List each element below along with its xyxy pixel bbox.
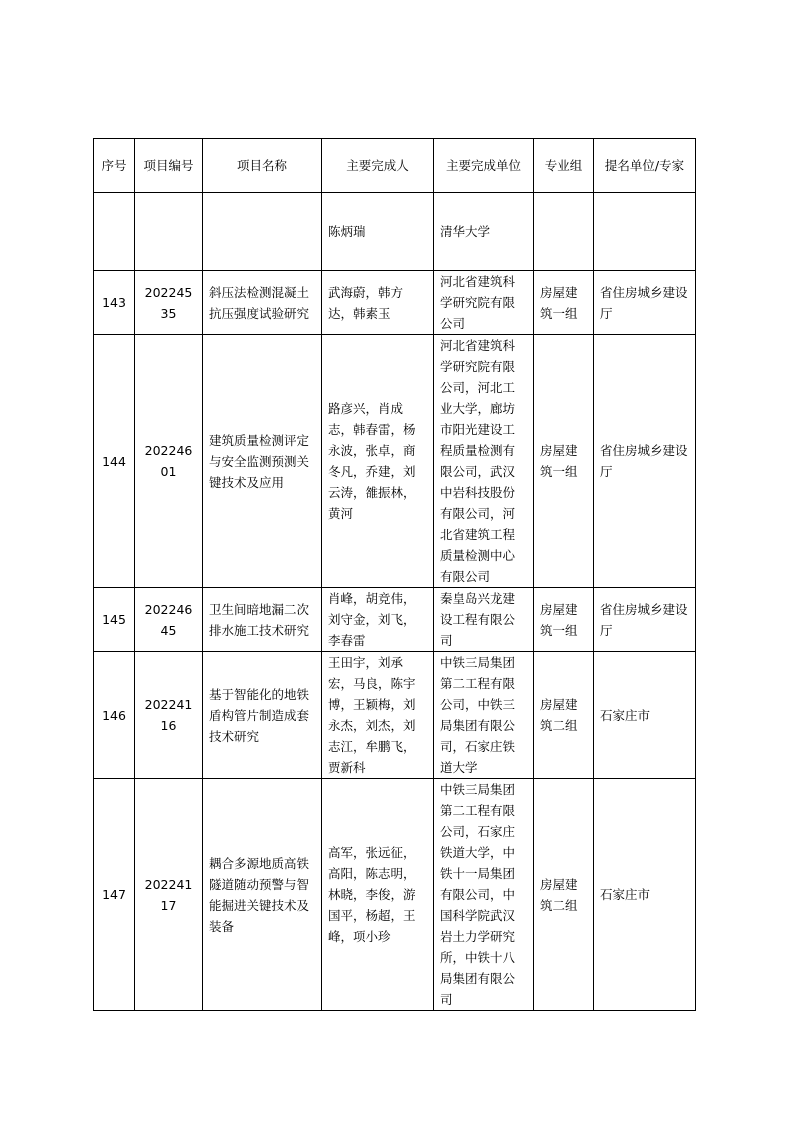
header-name: 项目名称: [203, 139, 322, 193]
cell-name: 建筑质量检测评定与安全监测预测关键技术及应用: [203, 335, 322, 588]
cell-units: 河北省建筑科学研究院有限公司: [434, 271, 534, 335]
cell-code: 20224645: [135, 588, 203, 652]
table-row: [94, 652, 696, 779]
header-code: 项目编号: [135, 139, 203, 193]
cell-group: 房屋建筑二组: [534, 652, 594, 779]
header-seq: 序号: [94, 139, 135, 193]
table-row: [94, 588, 696, 652]
table-body: [94, 193, 696, 1011]
header-nominator: 提名单位/专家: [594, 139, 696, 193]
cell-units: 中铁三局集团第二工程有限公司，中铁三局集团有限公司，石家庄铁道大学: [434, 652, 534, 779]
cell-group: 房屋建筑二组: [534, 779, 594, 1011]
cell-nominator: 省住房城乡建设厅: [594, 335, 696, 588]
table-header: [94, 139, 696, 193]
cell-name: 斜压法检测混凝土抗压强度试验研究: [203, 271, 322, 335]
cell-group: 房屋建筑一组: [534, 588, 594, 652]
cell-units: 秦皇岛兴龙建设工程有限公司: [434, 588, 534, 652]
cell-seq: 143: [94, 271, 135, 335]
cell-units: 中铁三局集团第二工程有限公司，石家庄铁道大学，中铁十一局集团有限公司，中国科学院武汉岩土力学研究所，中铁十八局集团有限公司: [434, 779, 534, 1011]
cell-seq: [94, 193, 135, 271]
cell-nominator: [594, 193, 696, 271]
cell-group: 房屋建筑一组: [534, 335, 594, 588]
cell-name: 耦合多源地质高铁隧道随动预警与智能掘进关键技术及装备: [203, 779, 322, 1011]
cell-nominator: 石家庄市: [594, 779, 696, 1011]
cell-code: 20224535: [135, 271, 203, 335]
header-people: 主要完成人: [322, 139, 434, 193]
cell-name: 基于智能化的地铁盾构管片制造成套技术研究: [203, 652, 322, 779]
cell-group: [534, 193, 594, 271]
table-row: [94, 335, 696, 588]
cell-code: [135, 193, 203, 271]
cell-people: 陈炳瑞: [322, 193, 434, 271]
cell-nominator: 石家庄市: [594, 652, 696, 779]
header-row: [94, 139, 696, 193]
cell-people: 路彦兴，肖成志，韩春雷，杨永波，张卓，商冬凡，乔建，刘云涛，雒振林，黄河: [322, 335, 434, 588]
cell-people: 王田宇，刘承宏，马良，陈宇博，王颖梅，刘永杰，刘杰，刘志江，牟鹏飞，贾新科: [322, 652, 434, 779]
project-table: [93, 138, 696, 1011]
cell-units: 清华大学: [434, 193, 534, 271]
cell-units: 河北省建筑科学研究院有限公司，河北工业大学，廊坊市阳光建设工程质量检测有限公司，武汉中岩科技股份有限公司，河北省建筑工程质量检测中心有限公司: [434, 335, 534, 588]
cell-seq: 145: [94, 588, 135, 652]
cell-seq: 146: [94, 652, 135, 779]
cell-name: [203, 193, 322, 271]
cell-nominator: 省住房城乡建设厅: [594, 588, 696, 652]
cell-people: 高军，张远征，高阳，陈志明，林晓，李俊，游国平，杨超，王峰，项小珍: [322, 779, 434, 1011]
header-group: 专业组: [534, 139, 594, 193]
cell-nominator: 省住房城乡建设厅: [594, 271, 696, 335]
table-row-continuation: [94, 193, 696, 271]
cell-code: 20224117: [135, 779, 203, 1011]
cell-code: 20224601: [135, 335, 203, 588]
header-units: 主要完成单位: [434, 139, 534, 193]
cell-group: 房屋建筑一组: [534, 271, 594, 335]
cell-code: 20224116: [135, 652, 203, 779]
cell-seq: 147: [94, 779, 135, 1011]
table-row: [94, 779, 696, 1011]
cell-people: 肖峰，胡竞伟，刘守金，刘飞，李春雷: [322, 588, 434, 652]
table-row: [94, 271, 696, 335]
cell-people: 武海蔚，韩方达，韩素玉: [322, 271, 434, 335]
cell-name: 卫生间暗地漏二次排水施工技术研究: [203, 588, 322, 652]
cell-seq: 144: [94, 335, 135, 588]
